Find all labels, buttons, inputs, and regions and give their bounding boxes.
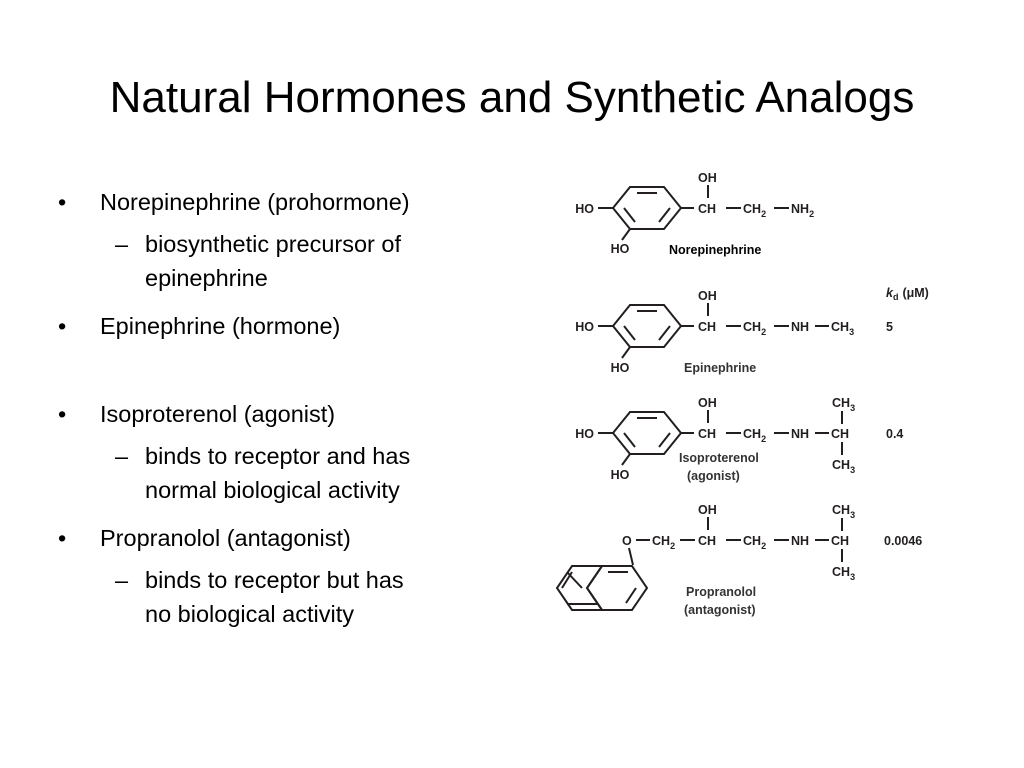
svg-text:5 (886, 320, 893, 334)
svg-text:HO (611, 361, 630, 375)
svg-text:CH (698, 320, 716, 334)
svg-text:HO (611, 242, 630, 256)
compound-subname: (agonist) (687, 469, 740, 483)
ch2-label: CH (743, 534, 762, 548)
ho-label: HO (575, 320, 594, 334)
subscript: 3 (850, 403, 856, 413)
ch3-label: CH (832, 396, 851, 410)
compound-name: Epinephrine (684, 361, 757, 375)
dash-glyph: – (115, 443, 129, 469)
svg-text:kd(μM) (886, 286, 929, 302)
svg-text:CH3 (832, 458, 855, 475)
o-label: O (622, 534, 632, 548)
ch-label: CH (698, 534, 717, 548)
kd-unit: (μM) (902, 286, 929, 300)
svg-text:NH (791, 320, 809, 334)
nh-label: NH (791, 427, 810, 441)
kd-sub: d (892, 292, 899, 302)
subscript: 2 (809, 209, 815, 219)
bullet-text: Epinephrine (hormone) (100, 313, 341, 339)
ho-label: HO (610, 468, 630, 482)
svg-text:0.4 (886, 427, 903, 441)
dash-glyph: – (115, 231, 129, 257)
bullet-glyph: • (58, 401, 67, 427)
ho-label: HO (610, 361, 630, 375)
sub-bullet-text: epinephrine (145, 265, 268, 291)
svg-text:CH2 (743, 534, 766, 551)
ch3-label: CH (832, 503, 851, 517)
svg-text:CH (831, 427, 849, 441)
kd-value: 0.4 (886, 427, 904, 441)
svg-text:(antagonist) (684, 603, 756, 617)
svg-text:CH3 (832, 396, 855, 413)
dash-glyph: – (115, 567, 129, 593)
svg-text:CH2 (743, 320, 766, 337)
nh2-label: NH (791, 202, 810, 216)
subscript: 2 (761, 541, 767, 551)
ho-label: HO (610, 242, 630, 256)
ch2-label: CH (743, 202, 762, 216)
ch2-label: CH (743, 427, 762, 441)
svg-text:OH (698, 289, 717, 303)
bullet-glyph: • (58, 525, 67, 551)
svg-text:CH2 (743, 427, 766, 444)
ch-label: CH (698, 202, 717, 216)
subscript: 3 (850, 510, 856, 520)
ch-label: CH (831, 427, 850, 441)
oh-label: OH (698, 171, 717, 185)
ho-label: HO (575, 427, 594, 441)
sub-bullet-text: binds to receptor but has (145, 567, 404, 593)
subscript: 2 (761, 327, 767, 337)
svg-text:Propranolol (686, 585, 756, 599)
compound-name: Norepinephrine (669, 243, 762, 257)
oh-label: OH (698, 503, 717, 517)
svg-text:0.0046 (884, 534, 922, 548)
svg-text:HO (575, 202, 594, 216)
sub-bullet-text: binds to receptor and has (145, 443, 411, 469)
subscript: 3 (850, 572, 856, 582)
kd-value: 5 (886, 320, 893, 334)
svg-text:Epinephrine (684, 361, 756, 375)
ch3-label: CH (832, 565, 851, 579)
svg-text:OH (698, 171, 717, 185)
svg-text:NH (791, 534, 809, 548)
subscript: 2 (670, 541, 676, 551)
svg-text:HO (575, 320, 594, 334)
svg-text:CH3 (831, 320, 854, 337)
ch-label: CH (831, 534, 850, 548)
oh-label: OH (698, 396, 717, 410)
ch3-label: CH (832, 458, 851, 472)
ch-label: CH (698, 427, 717, 441)
slide-title: Natural Hormones and Synthetic Analogs (109, 73, 915, 122)
ch2-label: CH (652, 534, 671, 548)
svg-text:CH (831, 534, 849, 548)
svg-text:CH2 (652, 534, 675, 551)
sub-bullet-text: biosynthetic precursor of (145, 231, 402, 257)
compound-subname: (antagonist) (684, 603, 756, 617)
sub-bullet-text: normal biological activity (145, 477, 400, 503)
svg-text:CH (698, 427, 716, 441)
bullet-text: Isoproterenol (agonist) (100, 401, 336, 427)
svg-text:O (622, 534, 632, 548)
subscript: 3 (850, 465, 856, 475)
bullet-glyph: • (58, 189, 67, 215)
structures-figure (550, 160, 970, 630)
oh-label: OH (698, 289, 717, 303)
svg-text:CH (698, 534, 716, 548)
svg-text:OH (698, 503, 717, 517)
svg-text:CH (698, 202, 716, 216)
nh-label: NH (791, 534, 810, 548)
svg-text:OH (698, 396, 717, 410)
svg-text:CH3 (832, 565, 855, 582)
ch2-label: CH (743, 320, 762, 334)
bullet-text: Norepinephrine (prohormone) (100, 189, 410, 215)
svg-text:CH3 (832, 503, 855, 520)
kd-value: 0.0046 (884, 534, 923, 548)
kd-k: k (886, 286, 893, 300)
svg-text:CH2 (743, 202, 766, 219)
nh-label: NH (791, 320, 810, 334)
svg-text:NH (791, 427, 809, 441)
subscript: 2 (761, 434, 767, 444)
compound-name: Isoproterenol (679, 451, 759, 465)
svg-text:Norepinephrine (669, 243, 761, 257)
compound-name: Propranolol (686, 585, 757, 599)
sub-bullet-text: no biological activity (145, 601, 354, 627)
svg-text:(agonist) (687, 469, 740, 483)
ho-label: HO (575, 202, 594, 216)
subscript: 2 (761, 209, 767, 219)
ch-label: CH (698, 320, 717, 334)
svg-text:NH2 (791, 202, 814, 219)
ch3-label: CH (831, 320, 850, 334)
subscript: 3 (849, 327, 855, 337)
bullet-text: Propranolol (antagonist) (100, 525, 351, 551)
svg-text:HO (611, 468, 630, 482)
svg-text:Isoproterenol (679, 451, 759, 465)
bullet-glyph: • (58, 313, 67, 339)
svg-text:HO (575, 427, 594, 441)
